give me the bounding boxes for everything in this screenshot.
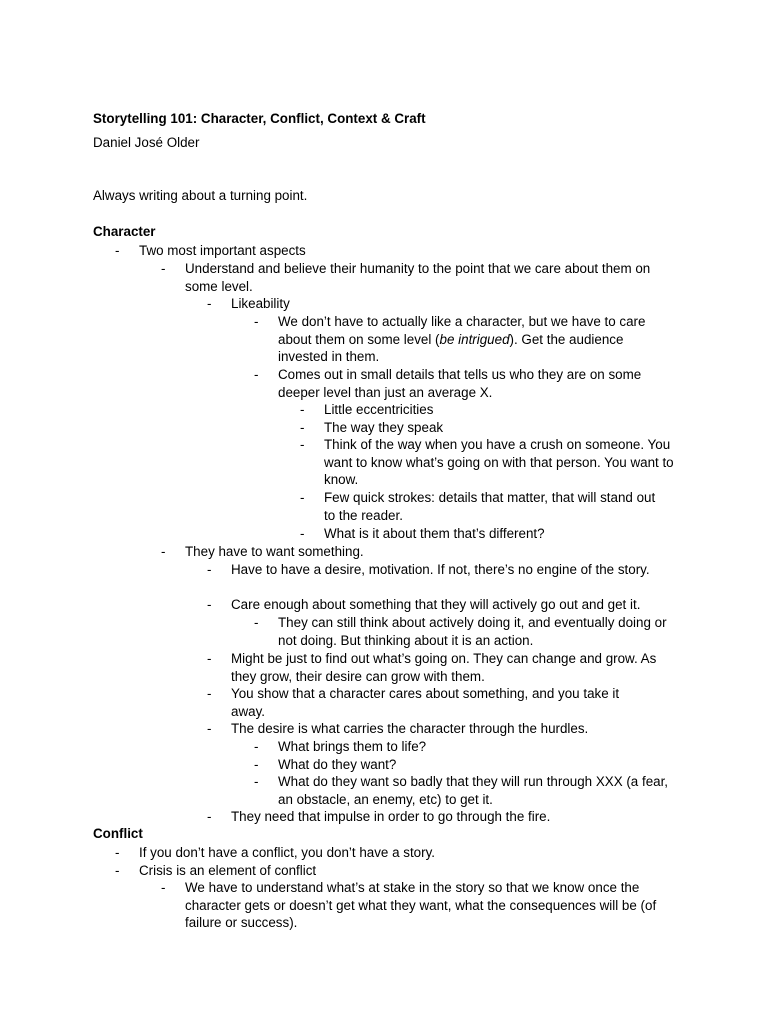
list-item-text: What is it about them that’s different? — [324, 526, 545, 541]
list-item — [254, 614, 680, 649]
list-item-text: Might be just to find out what’s going on. They can change and grow. As they grow, their desire can grow with them. — [231, 651, 657, 684]
text-run: ). Get the audience invested in them. — [278, 331, 624, 365]
list-item-text — [278, 313, 676, 366]
list-item-text: Likeability — [231, 296, 290, 311]
bullet-dash: - — [207, 809, 212, 824]
list-item-text: The way they speak — [324, 420, 444, 435]
document-author: Daniel José Older — [93, 135, 200, 150]
list-item-text: Two most important aspects — [139, 243, 306, 258]
list-item — [115, 242, 699, 260]
list-item-text: Think of the way when you have a crush on someone. You want to know what’s going on with that person. You want to know. — [324, 437, 674, 488]
list-item — [254, 773, 678, 808]
bullet-dash: - — [254, 757, 259, 772]
list-item — [161, 879, 680, 932]
intro-line: Always writing about a turning point. — [93, 188, 308, 203]
list-item — [207, 295, 671, 313]
bullet-dash: - — [254, 367, 259, 382]
list-item-text: Understand and believe their humanity to the point that we care about them on some level. — [185, 261, 651, 294]
emphasis-text: be intrigued — [439, 331, 510, 347]
text-run: We don’t have to actually like a character, but we have to care about them on some level ( — [278, 314, 646, 347]
list-item — [207, 596, 681, 614]
list-item — [207, 720, 681, 738]
bullet-dash: - — [207, 296, 212, 311]
list-item-text: What do they want so badly that they will run through XXX (a fear, an obstacle, an enemy, etc) to get it. — [278, 774, 669, 807]
bullet-dash: - — [254, 314, 259, 329]
bullet-dash: - — [254, 739, 259, 754]
list-item — [207, 650, 671, 685]
list-item — [254, 738, 678, 756]
bullet-dash: - — [300, 402, 305, 417]
list-item-text: They need that impulse in order to go through the fire. — [231, 809, 551, 824]
bullet-dash: - — [207, 686, 212, 701]
list-item — [207, 808, 681, 826]
list-item — [254, 366, 676, 401]
list-item-text: Few quick strokes: details that matter, that will stand out to the reader. — [324, 490, 656, 523]
list-item-text: Little eccentricities — [324, 402, 434, 417]
list-item — [207, 561, 651, 579]
list-item — [300, 419, 684, 437]
list-item — [300, 401, 684, 419]
bullet-dash: - — [300, 420, 305, 435]
section-heading-conflict: Conflict — [93, 826, 143, 841]
list-item-text: We have to understand what’s at stake in the story so that we know once the character gets or doesn’t get what they want, what the consequences will be (of failure or success). — [185, 880, 657, 931]
list-item-text: Have to have a desire, motivation. If not, there’s no engine of the story. — [231, 562, 650, 577]
bullet-dash: - — [254, 615, 259, 630]
bullet-dash: - — [115, 863, 120, 878]
list-item — [161, 260, 675, 295]
list-item-text: Care enough about something that they will actively go out and get it. — [231, 597, 641, 612]
list-item-text: Crisis is an element of conflict — [139, 863, 317, 878]
bullet-dash: - — [115, 845, 120, 860]
list-item-text: What brings them to life? — [278, 739, 427, 754]
bullet-dash: - — [207, 562, 212, 577]
document-title: Storytelling 101: Character, Conflict, Context & Craft — [93, 111, 426, 126]
list-item-text: What do they want? — [278, 757, 397, 772]
list-item — [254, 313, 676, 366]
bullet-dash: - — [207, 721, 212, 736]
bullet-dash: - — [161, 880, 166, 895]
list-item — [115, 862, 699, 880]
bullet-dash: - — [300, 526, 305, 541]
list-item — [207, 685, 651, 720]
bullet-dash: - — [207, 651, 212, 666]
bullet-dash: - — [300, 490, 305, 505]
list-item-text: You show that a character cares about something, and you take it away. — [231, 686, 620, 719]
list-item — [300, 525, 684, 543]
list-item-text: The desire is what carries the character through the hurdles. — [231, 721, 589, 736]
list-item — [115, 844, 699, 862]
list-item — [300, 489, 664, 524]
bullet-dash: - — [115, 243, 120, 258]
bullet-dash: - — [254, 774, 259, 789]
section-heading-character: Character — [93, 224, 156, 239]
list-item-text: Comes out in small details that tells us who they are on some deeper level than just an average X. — [278, 367, 642, 400]
list-item-text: They have to want something. — [185, 544, 364, 559]
bullet-dash: - — [161, 544, 166, 559]
list-item-text: If you don’t have a conflict, you don’t have a story. — [139, 845, 436, 860]
bullet-dash: - — [300, 437, 305, 452]
bullet-dash: - — [161, 261, 166, 276]
list-item-text: They can still think about actively doing it, and eventually doing or not doing. But thinking about it is an action. — [278, 615, 667, 648]
list-item — [254, 756, 678, 774]
list-item — [300, 436, 682, 489]
list-item — [161, 543, 675, 561]
bullet-dash: - — [207, 597, 212, 612]
